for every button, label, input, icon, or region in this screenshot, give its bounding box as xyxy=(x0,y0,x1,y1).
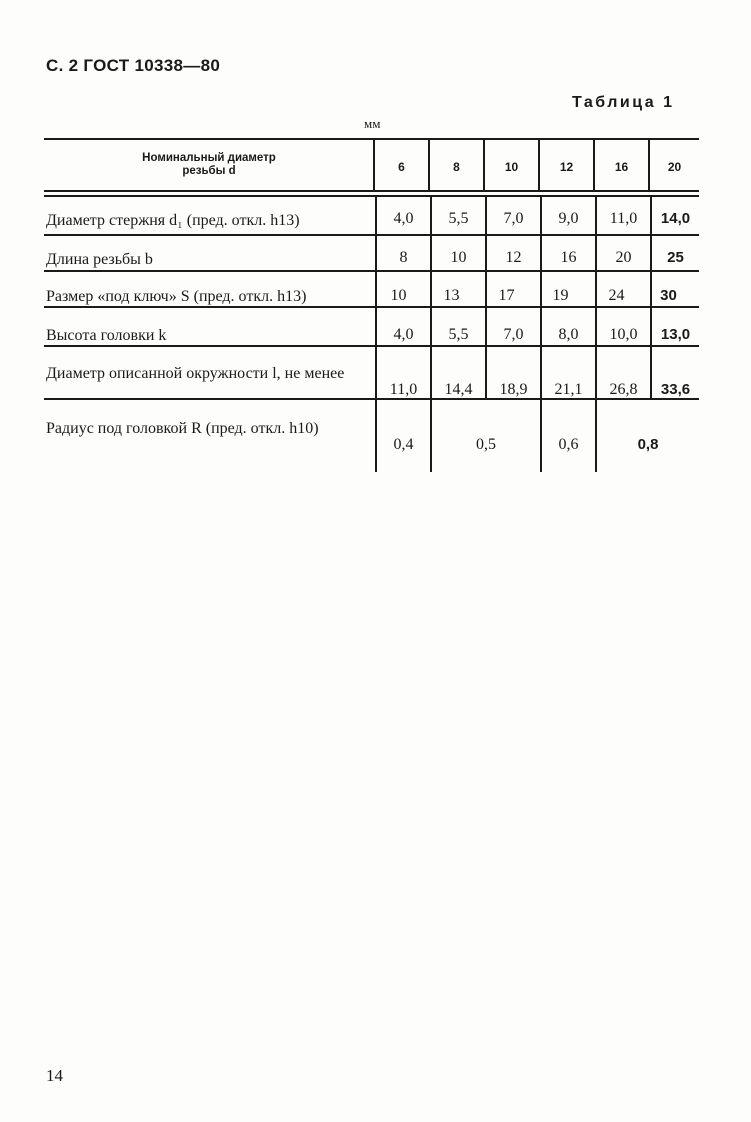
table-cell: 13,0 xyxy=(660,326,691,343)
table-cell: 14,0 xyxy=(660,210,691,227)
table-caption: Таблица 1 xyxy=(572,94,675,111)
running-header: С. 2 ГОСТ 10338—80 xyxy=(46,56,221,75)
table-cell: 7,0 xyxy=(503,326,524,343)
table-cell-merged: 0,5 xyxy=(476,436,496,453)
table-cell: 11,0 xyxy=(609,210,638,227)
table-cell: 24 xyxy=(608,287,625,304)
page-number: 14 xyxy=(46,1066,63,1085)
table-cell: 10 xyxy=(450,249,467,266)
table-cell: 10 xyxy=(390,287,407,304)
table-cell: 10,0 xyxy=(609,326,638,343)
column-header-12: 12 xyxy=(559,160,574,174)
table-cell: 19 xyxy=(552,287,569,304)
row-label-head-height: Высота головки k xyxy=(46,327,167,344)
table-cell: 7,0 xyxy=(503,210,524,227)
header-bottom-rule-2 xyxy=(44,195,699,197)
table-cell: 21,1 xyxy=(554,381,583,398)
row-rule xyxy=(44,398,699,400)
row-label-circumscribed-diameter: Диаметр описанной окружности l, не менее xyxy=(46,365,345,382)
table-cell: 16 xyxy=(560,249,577,266)
table-cell: 18,9 xyxy=(499,381,528,398)
table-cell: 12 xyxy=(505,249,522,266)
table-cell: 17 xyxy=(498,287,515,304)
header-label xyxy=(44,152,374,178)
units-label: мм xyxy=(364,116,381,131)
row-label-wrench-size: Размер «под ключ» S (пред. откл. h13) xyxy=(46,288,307,305)
table-cell: 11,0 xyxy=(389,381,418,398)
column-header-6: 6 xyxy=(398,160,405,174)
table-cell: 26,8 xyxy=(609,381,638,398)
column-header-8: 8 xyxy=(453,160,460,174)
column-header-10: 10 xyxy=(504,160,519,174)
row-label-thread-length: Длина резьбы b xyxy=(46,251,153,268)
table-cell: 25 xyxy=(667,249,684,266)
table-cell: 14,4 xyxy=(444,381,473,398)
table-cell: 5,5 xyxy=(448,210,469,227)
table-cell: 9,0 xyxy=(558,210,579,227)
row-rule xyxy=(44,306,699,308)
row-rule xyxy=(44,270,699,272)
row-label-shank-diameter: Диаметр стержня d₁ (пред. откл. h13) xyxy=(46,212,300,229)
table-cell: 8 xyxy=(399,249,408,266)
row-rule xyxy=(44,234,699,236)
table-cell-merged: 0,8 xyxy=(637,436,659,453)
table-cell: 20 xyxy=(615,249,632,266)
column-header-20: 20 xyxy=(667,160,682,174)
table-cell: 30 xyxy=(660,287,677,304)
table-cell: 0,4 xyxy=(393,436,414,453)
header-label-line2: резьбы d xyxy=(182,165,236,177)
table-cell: 5,5 xyxy=(448,326,469,343)
table-cell: 4,0 xyxy=(393,210,414,227)
header-label-line1: Номинальный диаметр xyxy=(142,152,276,164)
table-cell: 33,6 xyxy=(660,381,691,398)
row-rule xyxy=(44,345,699,347)
header-bottom-rule xyxy=(44,190,699,192)
column-header-16: 16 xyxy=(614,160,629,174)
table-cell: 4,0 xyxy=(393,326,414,343)
table-cell: 8,0 xyxy=(558,326,579,343)
table-cell: 0,6 xyxy=(558,436,579,453)
row-label-head-radius: Радиус под головкой R (пред. откл. h10) xyxy=(46,420,319,437)
table-cell: 13 xyxy=(443,287,460,304)
table-top-rule xyxy=(44,138,699,140)
